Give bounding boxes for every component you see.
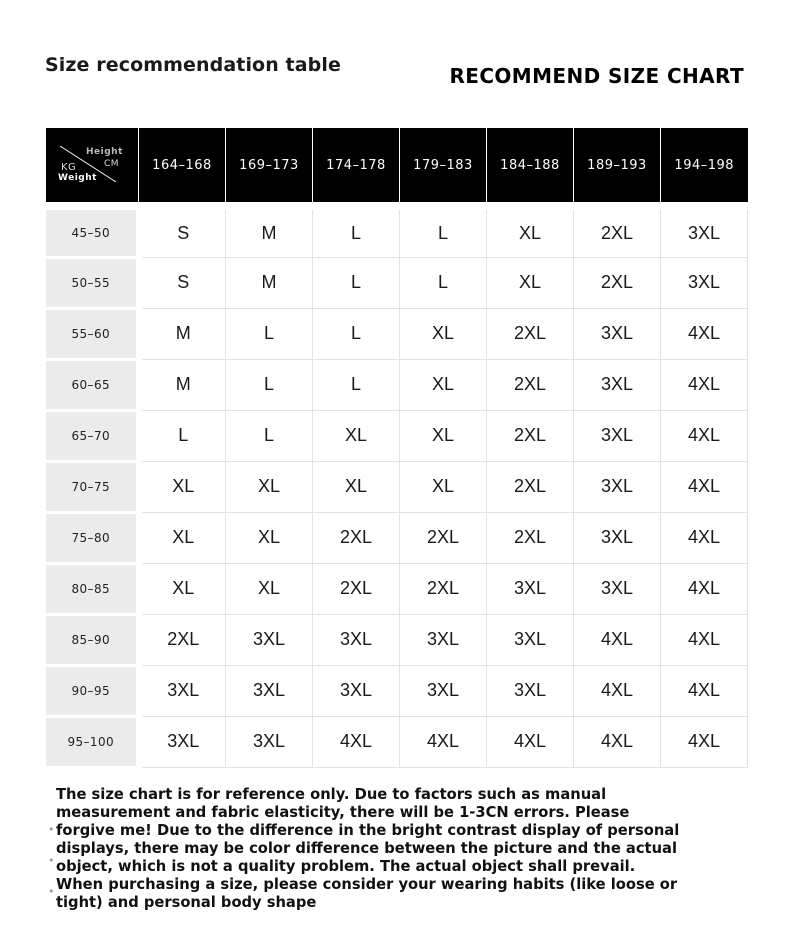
size-cell: 3XL <box>400 665 487 716</box>
size-cell: L <box>226 410 313 461</box>
size-cell: 4XL <box>487 716 574 767</box>
size-cell: 2XL <box>574 257 661 308</box>
size-cell: 3XL <box>574 512 661 563</box>
size-cell: L <box>313 308 400 359</box>
table-row <box>46 716 748 767</box>
size-cell: L <box>313 206 400 257</box>
size-cell: 3XL <box>400 614 487 665</box>
height-axis-label: Height <box>86 147 123 157</box>
size-cell: 3XL <box>487 563 574 614</box>
size-cell: 4XL <box>313 716 400 767</box>
size-cell: 2XL <box>400 563 487 614</box>
size-cell: 2XL <box>487 308 574 359</box>
size-cell: 3XL <box>313 665 400 716</box>
size-cell: 3XL <box>139 665 226 716</box>
size-cell: 2XL <box>574 206 661 257</box>
size-cell: 2XL <box>487 359 574 410</box>
table-row <box>46 308 748 359</box>
size-cell: 3XL <box>574 410 661 461</box>
weight-range-cell: 85–90 <box>46 614 139 665</box>
size-cell: XL <box>313 461 400 512</box>
size-cell: 4XL <box>574 614 661 665</box>
header-row <box>46 128 748 206</box>
size-cell: 4XL <box>574 665 661 716</box>
size-cell: 3XL <box>574 461 661 512</box>
table-row <box>46 512 748 563</box>
size-cell: XL <box>139 563 226 614</box>
size-cell: 4XL <box>661 665 748 716</box>
size-cell: XL <box>400 410 487 461</box>
size-cell: M <box>226 206 313 257</box>
height-header: 179–183 <box>400 128 487 206</box>
size-cell: 4XL <box>661 614 748 665</box>
weight-range-cell: 60–65 <box>46 359 139 410</box>
size-disclaimer <box>46 786 686 912</box>
size-cell: XL <box>487 206 574 257</box>
size-cell: 4XL <box>574 716 661 767</box>
size-cell: XL <box>400 359 487 410</box>
size-cell: 2XL <box>400 512 487 563</box>
size-cell: XL <box>313 410 400 461</box>
size-cell: 3XL <box>487 614 574 665</box>
weight-range-cell: 90–95 <box>46 665 139 716</box>
size-cell: M <box>139 359 226 410</box>
size-cell: 4XL <box>661 359 748 410</box>
size-cell: L <box>313 257 400 308</box>
size-cell: S <box>139 257 226 308</box>
size-cell: L <box>226 308 313 359</box>
weight-axis-label: Weight <box>58 173 97 183</box>
cm-unit-label: CM <box>104 159 120 169</box>
size-cell: XL <box>139 512 226 563</box>
weight-range-cell: 80–85 <box>46 563 139 614</box>
size-cell: XL <box>487 257 574 308</box>
weight-range-cell: 70–75 <box>46 461 139 512</box>
size-cell: 3XL <box>574 563 661 614</box>
height-header: 184–188 <box>487 128 574 206</box>
size-cell: 3XL <box>574 308 661 359</box>
size-cell: 3XL <box>226 614 313 665</box>
height-header: 189–193 <box>574 128 661 206</box>
height-header: 174–178 <box>313 128 400 206</box>
kg-unit-label: KG <box>61 162 77 173</box>
size-cell: 4XL <box>661 461 748 512</box>
size-cell: XL <box>139 461 226 512</box>
size-cell: 3XL <box>226 665 313 716</box>
size-cell: 4XL <box>400 716 487 767</box>
size-cell: M <box>226 257 313 308</box>
size-cell: 3XL <box>226 716 313 767</box>
size-cell: XL <box>226 563 313 614</box>
chart-heading: RECOMMEND SIZE CHART <box>449 64 744 88</box>
size-cell: XL <box>400 461 487 512</box>
page-title: Size recommendation table <box>45 54 341 76</box>
size-cell: 2XL <box>313 563 400 614</box>
weight-range-cell: 75–80 <box>46 512 139 563</box>
size-cell: 4XL <box>661 410 748 461</box>
size-cell: 3XL <box>487 665 574 716</box>
bullet-dots: • • • <box>48 823 55 898</box>
size-cell: 2XL <box>487 461 574 512</box>
size-cell: 4XL <box>661 308 748 359</box>
height-header: 194–198 <box>661 128 748 206</box>
table-row <box>46 563 748 614</box>
size-cell: L <box>226 359 313 410</box>
size-cell: XL <box>400 308 487 359</box>
table-row <box>46 614 748 665</box>
table-row <box>46 257 748 308</box>
size-cell: XL <box>226 512 313 563</box>
disclaimer-text: The size chart is for reference only. Due to factors such as manual measurement and fabric elasticity, there will be 1-3CN errors. Please forgive me! Due to the difference in the bright contrast display of personal displays, there may be color difference between the picture and the actual object, which is not a quality problem. The actual object shall prevail. When purchasing a size, please consider your wearing habits (like loose or tight) and personal body shape <box>56 786 680 911</box>
size-cell: 4XL <box>661 563 748 614</box>
size-cell: 4XL <box>661 512 748 563</box>
height-header: 169–173 <box>226 128 313 206</box>
size-cell: L <box>400 206 487 257</box>
size-cell: 4XL <box>661 716 748 767</box>
table-row <box>46 359 748 410</box>
size-cell: L <box>400 257 487 308</box>
size-cell: 2XL <box>139 614 226 665</box>
table-row <box>46 206 748 257</box>
weight-range-cell: 65–70 <box>46 410 139 461</box>
size-cell: S <box>139 206 226 257</box>
weight-range-cell: 50–55 <box>46 257 139 308</box>
size-cell: 2XL <box>487 410 574 461</box>
size-cell: 3XL <box>661 257 748 308</box>
height-header: 164–168 <box>139 128 226 206</box>
size-cell: 3XL <box>574 359 661 410</box>
weight-range-cell: 45–50 <box>46 206 139 257</box>
corner-cell <box>46 128 139 206</box>
size-cell: L <box>139 410 226 461</box>
size-table <box>46 128 748 769</box>
weight-range-cell: 95–100 <box>46 716 139 767</box>
size-cell: L <box>313 359 400 410</box>
size-cell: XL <box>226 461 313 512</box>
size-cell: 3XL <box>139 716 226 767</box>
weight-range-cell: 55–60 <box>46 308 139 359</box>
table-row <box>46 665 748 716</box>
size-cell: 2XL <box>313 512 400 563</box>
size-cell: 2XL <box>487 512 574 563</box>
size-cell: M <box>139 308 226 359</box>
table-row <box>46 410 748 461</box>
size-cell: 3XL <box>313 614 400 665</box>
size-cell: 3XL <box>661 206 748 257</box>
table-row <box>46 461 748 512</box>
